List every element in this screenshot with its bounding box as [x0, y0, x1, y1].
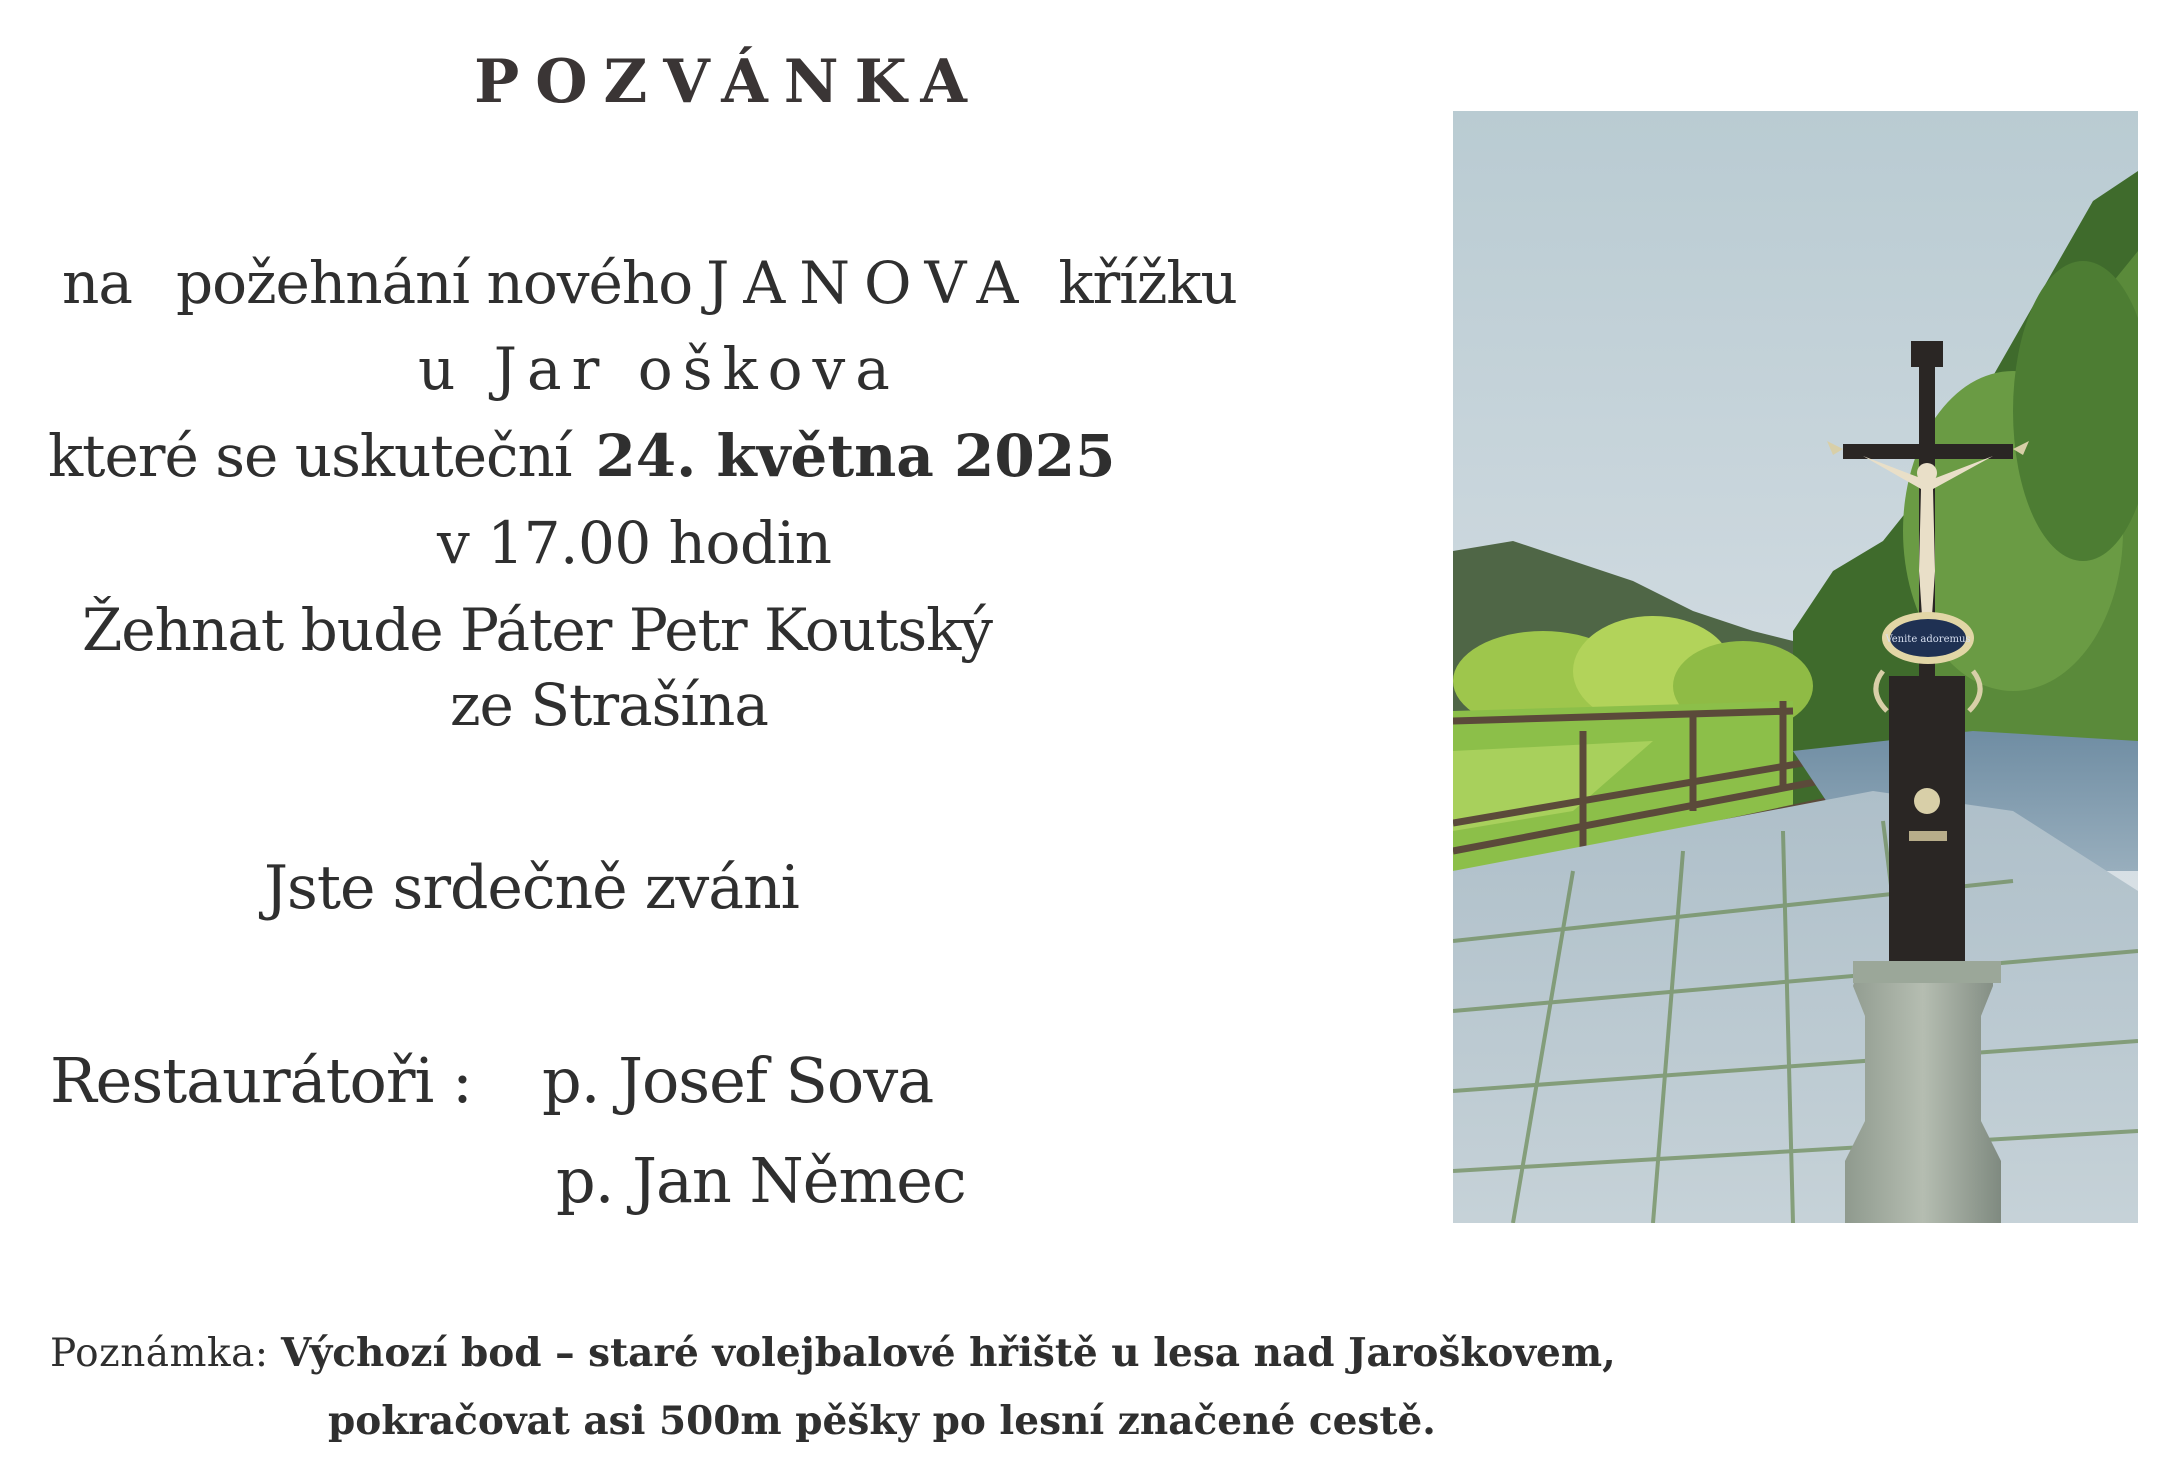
note-label: Poznámka: [50, 1331, 269, 1376]
restorers-label: Restaurátoři : [50, 1044, 472, 1117]
invitation-title: POZVÁNKA [474, 47, 983, 117]
cross-name: JANOVA [706, 249, 1033, 317]
priest-line: Žehnat bude Páter Petr Koutský [82, 596, 993, 664]
event-date: 24. května 2025 [595, 422, 1116, 490]
plaque-text: Venite adoremus [1885, 634, 1971, 645]
note-line-2: pokračovat asi 500m pěšky po lesní značené cestě. [328, 1398, 1436, 1444]
location-line: u Jar oškova [418, 335, 900, 403]
blessing-prefix: na [62, 249, 132, 317]
blessing-text: požehnání nového [175, 249, 693, 317]
cross-photo [1453, 111, 2138, 1223]
note-text: Výchozí bod – staré volejbalové hřiště u lesa nad Jaroškovem, [280, 1330, 1616, 1376]
event-time: v 17.00 hodin [437, 509, 832, 577]
blessing-suffix: křížku [1058, 249, 1237, 317]
note-line [50, 1330, 1616, 1376]
date-intro: které se uskuteční [48, 422, 572, 490]
welcome-text: Jste srdečně zváni [264, 853, 799, 923]
blessing-line [62, 249, 1237, 317]
priest-origin: ze Strašína [450, 671, 768, 739]
restorer-name: p. Josef Sova [542, 1044, 934, 1117]
date-line [48, 422, 1116, 490]
restorer-name: p. Jan Němec [556, 1144, 966, 1217]
